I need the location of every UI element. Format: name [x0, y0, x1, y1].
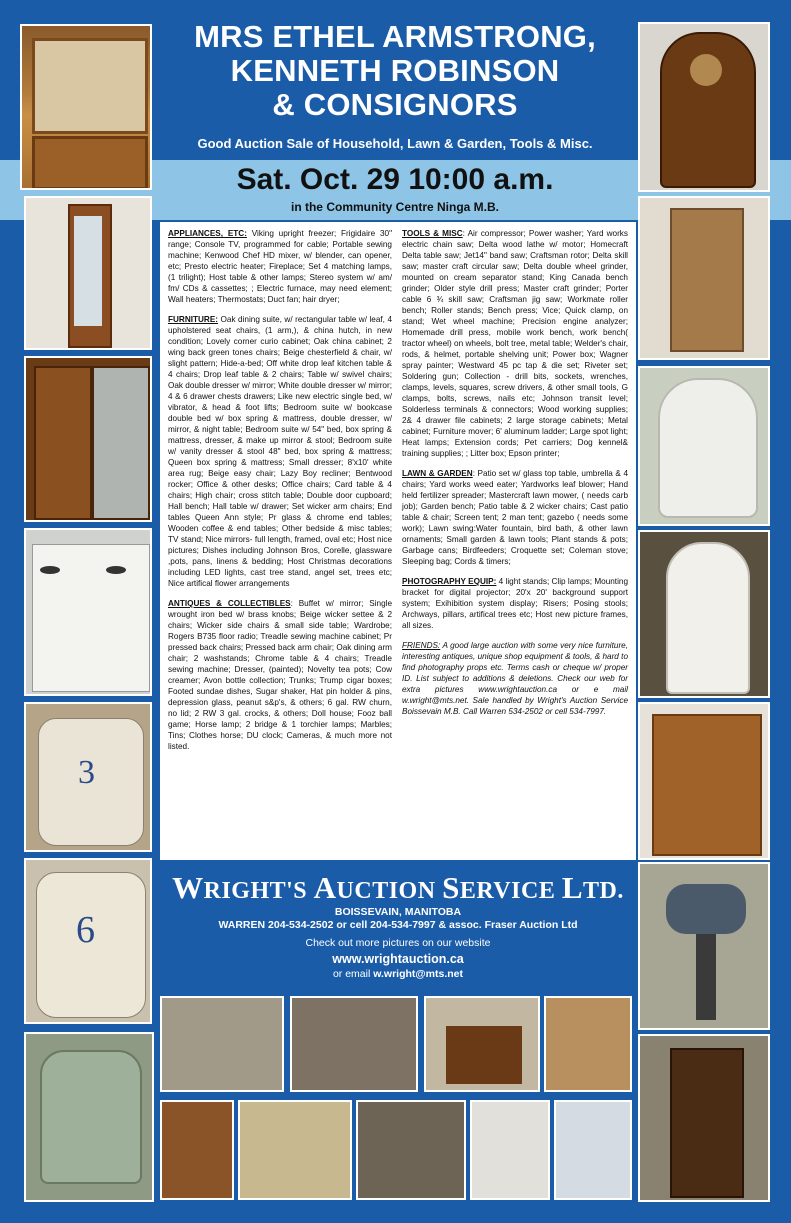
photo-floor-radio: [638, 22, 770, 192]
auction-date: Sat. Oct. 29 10:00 a.m.: [236, 163, 554, 196]
photography-section: PHOTOGRAPHY EQUIP: 4 light stands; Clip lamps; Mounting bracket for digital projector; 20'x 20' background support system; Exihibition system display; Risers; Posing stools; Archways, pillars, artifical trees etc; Host new picture frames, all sizes.: [402, 577, 628, 630]
photo-wood-lathe: [356, 1100, 466, 1200]
appliances-section: APPLIANCES, ETC: Viking upright freezer; Frigidaire 30" range; Console TV, programmed for cable; Portable sewing machine; Kenwood Chef HD mixer, w/ blender, can opener, etc; Presto electric heater; Fireplace; Set 4 matching lamps, (1 trilight); Host table & other lamps; Stereo system w/ am/ fm/ CDs & cassettes; ; Electric furnace, may need element; Wall heaters; Thermostats; Duct fan; hair dryer;: [168, 229, 392, 304]
photo-dresser: [638, 702, 770, 860]
crock-number-3: 3: [78, 754, 95, 791]
photo-crock-6: [24, 858, 152, 1024]
photo-bench-grinder: [638, 862, 770, 1030]
photo-grinder-tools: [290, 996, 418, 1092]
photo-table-saw: [160, 996, 284, 1092]
listing-column-right: [402, 228, 628, 726]
auction-location: in the Community Centre Ninga M.B.: [290, 200, 499, 214]
antiques-section: ANTIQUES & COLLECTIBLES: Buffet w/ mirror; Single wrought iron bed w/ brass knobs; Beige wicker settee & 2 chairs; Wicker side chairs & small side table; Wardrobe; Rogers B735 floor radio; Treadle sewing machine cabinet; Pr pressed back chairs; Pressed back arm chair; Oak dining arm chair; 2 washstands; Chrome table & 4 chairs; Treadle sewing machine; Dresser, (painted); Novelty tea pots; Cow creamer; Avon bottle collection; Trunks; Trump cigar boxes; Footed sundae dishes, Sugar shaker, Hat pin holder & pins, depression glass, peanut s&p's, & others; 6 gal. RW churn, no lid; 2 RW 3 gal. crocks, & others; Doll house; Fooz ball game; Horse lamp; 2 bridge & 1 torchier lamps; Marbles; Tins; Clothes horse; DU clock; Cameras, & much more not listed.: [168, 599, 392, 751]
photo-white-dresser: [470, 1100, 550, 1200]
auction-subtitle: Good Auction Sale of Household, Lawn & Garden, Tools & Misc.: [197, 136, 593, 151]
photo-curio-cabinet: [24, 196, 152, 350]
crock-number-6: 6: [76, 909, 95, 951]
friends-note: FRIENDS: A good large auction with some very nice furniture, interesting antiques, unique shop equipment & tools, & hard to find photography props etc. Terms cash or cheque w/ proper ID. List subject to additions & deletions. Check our web for extra pictures www.wrightauction.ca or e mail w.wright@mts.net. Sale handled by Wright's Auction Service Boissevain M.B. Call Warren 534-2502 or cell 534-7997.: [402, 641, 628, 716]
auction-title: MRS ETHEL ARMSTRONG, KENNETH ROBINSON & CONSIGNORS: [194, 19, 596, 122]
listing-column-left: [168, 228, 392, 761]
company-phone: WARREN 204-534-2502 or cell 204-534-7997 & assoc. Fraser Auction Ltd: [218, 919, 578, 931]
photo-treadle-sewing-machine: [424, 996, 540, 1092]
email-link[interactable]: w.wright@mts.net: [373, 968, 464, 980]
photo-dining-set: [544, 996, 632, 1092]
website-prompt: Check out more pictures on our website: [305, 937, 491, 949]
photo-wingback-chair: [24, 1032, 154, 1202]
photo-electric-bed: [554, 1100, 632, 1200]
email-line: or email w.wright@mts.net: [332, 968, 464, 980]
photo-range: [24, 528, 152, 696]
photo-china-hutch: [20, 24, 152, 190]
photo-wicker-armchair: [638, 366, 770, 526]
company-city: BOISSEVAIN, MANITOBA: [334, 906, 462, 918]
photo-rocking-chair: [638, 196, 770, 360]
footer-contact: [160, 864, 636, 982]
photo-crock-3: [24, 702, 152, 852]
furniture-section: FURNITURE: Oak dining suite, w/ rectangular table w/ leaf, 4 upholstered seat chairs, (1 arm,), & china hutch, in new condition; Lovely corner curio cabinet; Oak china cabinet; 2 wing back green tones chairs; Beige chesterfield & chair, w/ slight pattern; Hide-a-bed; Off white drop leaf kitchen table & 4 chairs; Drop leaf table & 2 chairs; Table w/ swivel chairs; Oak double dresser w/ mirror; White double dresser w/ mirror; 4 & 6 drawer chests drawers; Like new electric single bed, w/ vibrator, & head & foot lifts; Bedroom suite w/ bookcase double bed w/ box spring & mattress, double dresser, w/ mirror, & night table; Bedroom suite w/ 54" bed, box spring & mattress, dresser, & make up mirror & stool; Bedroom suite w/ vanity dresser & stool 48" bed, box spring & mattress; Queen box spring & mattress; Small dresser; 8'x10' white area rug; Beige easy chair; Lazy Boy recliner; Bentwood rocker; Office & other desks; Office chairs; Card table & 4 chairs; High chair; cross stitch table; Double door cupboard; Hall bench; Hall table w/ drawer; Set wicker arm chairs; End tables Queen Ann style; Pr glass & chrome end tables; Wooden coffee & end tables; Other bedside & misc tables; TV stand; Nice mirrors- full length, framed, oval etc; Host nice pictures; Dishes including Johnson Bros, Corelle, glassware ,pots, pans, linens & bedding; Host Christmas decorations including LED lights, cast tree stand, angel set, trees etc; Nice artifical flower arrangements: [168, 315, 392, 588]
photo-wood-chair: [638, 1034, 770, 1202]
photo-wardrobe: [24, 356, 152, 522]
photo-wicker-side-chair: [638, 530, 770, 698]
photo-wicker-settee: [238, 1100, 352, 1200]
photo-vanity-dresser: [160, 1100, 234, 1200]
website-link[interactable]: www.wrightauction.ca: [332, 952, 464, 966]
lawn-section: LAWN & GARDEN: Patio set w/ glass top table, umbrella & 4 chairs; Yard works weed eater; Yardworks leaf blower; Hand held fertilizer spreader; Mastercraft lawn mower, ( needs carb job); Garden bench; Patio table & 2 wicker chairs; Cast patio table & chair; Screen tent; 2 man tent; gazebo ( needs some work); Lawn swing:Water fountain, bird bath, & other lawn ornaments; Small garden & lawn tools; Plant stands & pots; Garbage cans; Birdfeeders; Croquette set; Coleman stove; Sleeping bag; Cords & timers;: [402, 469, 628, 566]
company-name: WRIGHT'S AUCTION SERVICE LTD.: [172, 870, 624, 905]
tools-section: TOOLS & MISC: Air compressor; Power washer; Yard works electric chain saw; Delta wood lathe w/ motor; Homecraft Delta table saw; Jet14" band saw; Craftsman rotor; Delta skill saw; master craft circular saw; Delta double wheel grinder, mounted on cream separator stand; King Canada bench grinder; Older style drill press; Master craft grinder; Porter cable 6 ¾ skill saw; Craftsman jig saw; Workmate roller bench; Roller stands; Bench press; Vice; Quick clamp, on stand; Wet wheel machine; Precision engine analyzer; Homemade drill press, mobile work bench, work bench( tractor wheel) on wheels, bolt tree, metal table; Welder's chair, rods, & helmet, portable shelving unit; Power box; Wagner spray painter; Westward 45 pc tap & die set; Riveter set; Soldering gun; Collection - drill bits, sockets, wrenches, clamps, levels, squares, screw drivers, & other small tools, G clamps, bolts, screws, nails etc; Johnson transit level; Solderless terminals & connectors; Wood working supplies; 2& 4 drawer file cabinets; 2 large storage cabinets; Metal cabinet; Furniture mover; 6' aluminum ladder; Large spot light; Heat lamps; Extension cords; Pet carriers; Dog kennel& training supplies; ; Litter box; Epson printer;: [402, 229, 628, 458]
